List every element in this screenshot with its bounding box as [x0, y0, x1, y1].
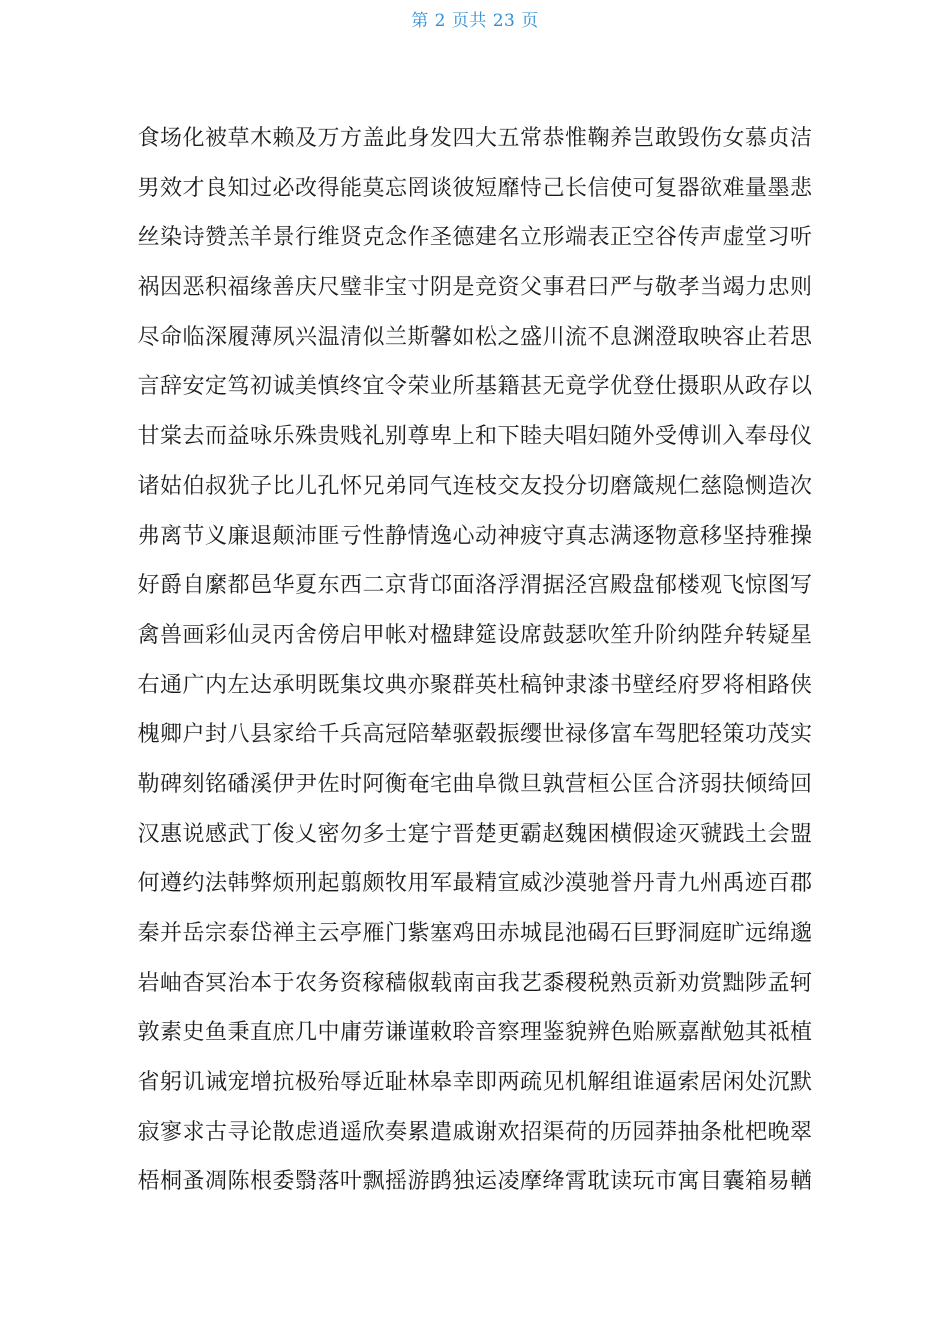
text-line: 岩岫杳冥治本于农务资稼穑俶载南亩我艺黍稷税熟贡新劝赏黜陟孟轲 [137, 970, 813, 996]
text-line: 梧桐蚤凋陈根委翳落叶飘摇游鹍独运凌摩绛霄耽读玩市寓目囊箱易輶 [137, 1169, 813, 1195]
text-line: 何遵约法韩弊烦刑起翦颇牧用军最精宣威沙漠驰誉丹青九州禹迹百郡 [137, 871, 813, 897]
document-body [0, 114, 950, 1207]
text-line: 丝染诗赞羔羊景行维贤克念作圣德建名立形端表正空谷传声虚堂习听 [137, 225, 813, 251]
text-line: 甘棠去而益咏乐殊贵贱礼别尊卑上和下睦夫唱妇随外受傅训入奉母仪 [137, 424, 813, 450]
text-line: 尽命临深履薄夙兴温清似兰斯馨如松之盛川流不息渊澄取映容止若思 [137, 324, 813, 350]
text-line: 省躬讥诫宠增抗极殆辱近耻林皋幸即两疏见机解组谁逼索居闲处沉默 [137, 1070, 813, 1096]
text-line: 食场化被草木赖及万方盖此身发四大五常恭惟鞠养岂敢毁伤女慕贞洁 [137, 126, 813, 151]
text-line: 槐卿户封八县家给千兵高冠陪辇驱毂振缨世禄侈富车驾肥轻策功茂实 [137, 722, 813, 748]
text-line: 诸姑伯叔犹子比儿孔怀兄弟同气连枝交友投分切磨箴规仁慈隐恻造次 [137, 473, 813, 499]
text-line: 男效才良知过必改得能莫忘罔谈彼短靡恃己长信使可复器欲难量墨悲 [137, 175, 813, 201]
text-line: 禽兽画彩仙灵丙舍傍启甲帐对楹肆筵设席鼓瑟吹笙升阶纳陛弁转疑星 [137, 622, 813, 648]
text-line: 右通广内左达承明既集坟典亦聚群英杜稿钟隶漆书壁经府罗将相路侠 [137, 672, 813, 698]
text-line: 汉惠说感武丁俊乂密勿多士寔宁晋楚更霸赵魏困横假途灭虢践土会盟 [137, 821, 813, 847]
text-line: 秦并岳宗泰岱禅主云亭雁门紫塞鸡田赤城昆池碣石巨野洞庭旷远绵邈 [137, 921, 813, 946]
text-line: 敦素史鱼秉直庶几中庸劳谦谨敕聆音察理鉴貌辨色贻厥嘉猷勉其祗植 [137, 1020, 813, 1046]
text-line: 弗离节义廉退颠沛匪亏性静情逸心动神疲守真志满逐物意移坚持雅操 [137, 523, 813, 549]
text-line: 言辞安定笃初诚美慎终宜令荣业所基籍甚无竟学优登仕摄职从政存以 [137, 374, 813, 400]
text-line: 祸因恶积福缘善庆尺璧非宝寸阴是竞资父事君曰严与敬孝当竭力忠则 [137, 275, 813, 301]
text-line: 勒碑刻铭磻溪伊尹佐时阿衡奄宅曲阜微旦孰营桓公匡合济弱扶倾绮回 [137, 771, 813, 797]
page-indicator: 第 2 页共 23 页 [411, 11, 539, 31]
text-line: 好爵自縻都邑华夏东西二京背邙面洛浮渭据泾宫殿盘郁楼观飞惊图写 [137, 573, 813, 599]
text-line: 寂寥求古寻论散虑逍遥欣奏累遣戚谢欢招渠荷的历园莽抽条枇杷晚翠 [137, 1119, 813, 1145]
